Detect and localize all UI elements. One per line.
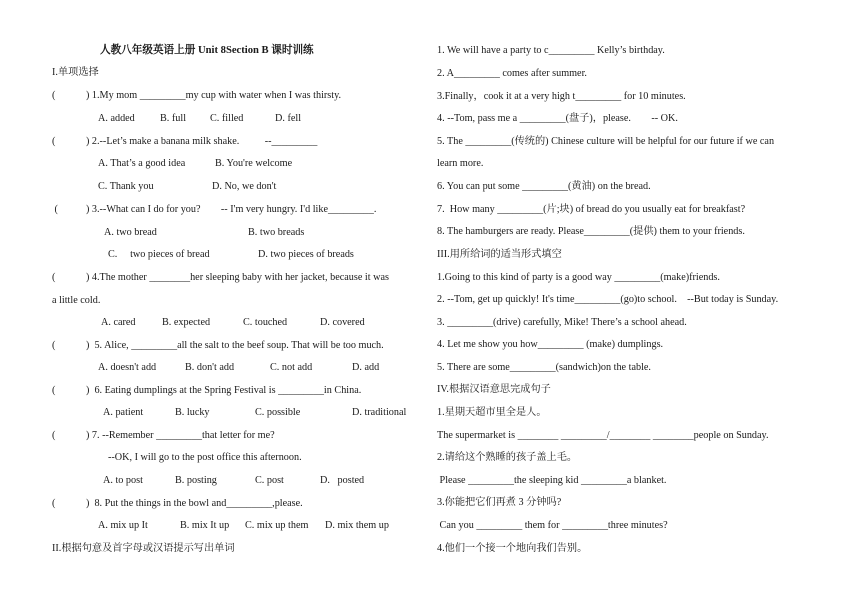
- translation-item: 4.他们一个接一个地向我们告别。: [437, 543, 588, 554]
- option: B. You're welcome: [215, 158, 293, 169]
- question-stem: ( ) 2.--Let’s make a banana milk shake. --_________: [52, 136, 318, 147]
- option: B. lucky: [175, 407, 210, 418]
- option: C. filled: [210, 113, 244, 124]
- question-stem: ( ) 4.The mother ________her sleeping baby with her jacket, because it was: [52, 272, 389, 283]
- option: C. Thank you: [98, 181, 154, 192]
- question-stem: ( ) 7. --Remember _________that letter for me?: [52, 430, 275, 441]
- option: D. traditional: [352, 407, 407, 418]
- option: A. to post: [103, 475, 143, 486]
- fill-in-item: 4. --Tom, pass me a _________(盘子)，please. -- OK.: [437, 113, 678, 124]
- fill-in-item: 6. You can put some _________(黄油) on the bread.: [437, 181, 651, 192]
- section2-heading: II.根据句意及首字母或汉语提示写出单词: [52, 543, 235, 554]
- option: D. posted: [320, 475, 365, 486]
- translation-item: 2.请给这个熟睡的孩子盖上毛。: [437, 452, 578, 463]
- question-stem: ( ) 3.--What can I do for you? -- I'm very hungry. I'd like_________.: [52, 204, 377, 215]
- section4-heading: IV.根据汉语意思完成句子: [437, 384, 551, 395]
- question-stem: ( ) 1.My mom _________my cup with water when I was thirsty.: [52, 90, 342, 101]
- fill-in-item: 5. There are some_________(sandwich)on the table.: [437, 362, 651, 373]
- question-stem: ( ) 8. Put the things in the bowl and_________,please.: [52, 498, 303, 509]
- option: D. fell: [275, 113, 302, 124]
- fill-in-item: 5. The _________(传统的) Chinese culture will be helpful for our future if we can: [437, 136, 775, 147]
- fill-in-item: 4. Let me show you how_________ (make) dumplings.: [437, 339, 664, 350]
- option: D. add: [352, 362, 380, 373]
- option: D. mix them up: [325, 520, 389, 531]
- fill-in-item: 8. The hamburgers are ready. Please_________(提供) them to your friends.: [437, 226, 745, 237]
- section1-heading: I.单项选择: [52, 67, 99, 78]
- option: D. covered: [320, 317, 365, 328]
- section3-heading: III.用所给词的适当形式填空: [437, 249, 562, 260]
- translation-item: Can you _________ them for _________three minutes?: [437, 520, 668, 531]
- question-stem-continued: a little cold.: [52, 295, 101, 306]
- option: A. That’s a good idea: [98, 158, 186, 169]
- translation-item: The supermarket is ________ _________/________ ________people on Sunday.: [437, 430, 769, 441]
- option: D. two pieces of breads: [258, 249, 354, 260]
- option: A. mix up It: [98, 520, 148, 531]
- fill-in-item: 1.Going to this kind of party is a good way _________(make)friends.: [437, 272, 720, 283]
- fill-in-item: 3.Finally，cook it at a very high t_________ for 10 minutes.: [437, 91, 686, 102]
- option: C. two pieces of bread: [108, 249, 210, 260]
- question-stem: ( ) 5. Alice, _________all the salt to the beef soup. That will be too much.: [52, 340, 384, 351]
- fill-in-item-continued: learn more.: [437, 158, 484, 169]
- option: A. doesn't add: [98, 362, 157, 373]
- fill-in-item: 1. We will have a party to c_________ Kelly’s birthday.: [437, 45, 665, 56]
- option: B. mix It up: [180, 520, 230, 531]
- option: B. expected: [162, 317, 211, 328]
- option: C. not add: [270, 362, 313, 373]
- fill-in-item: 7. How many _________(片;块) of bread do you usually eat for breakfast?: [437, 204, 746, 215]
- option: B. posting: [175, 475, 217, 486]
- question-stem: ( ) 6. Eating dumplings at the Spring Festival is _________in China.: [52, 385, 362, 396]
- option: A. cared: [101, 317, 136, 328]
- translation-item: 3.你能把它们再煮 3 分钟吗?: [437, 497, 562, 508]
- fill-in-item: 2. --Tom, get up quickly! It's time_________(go)to school. --But today is Sunday.: [437, 294, 779, 305]
- question-stem-continued: --OK, I will go to the post office this afternoon.: [108, 452, 302, 463]
- option: C. possible: [255, 407, 301, 418]
- fill-in-item: 2. A_________ comes after summer.: [437, 68, 587, 79]
- option: D. No, we don't: [212, 181, 277, 192]
- option: C. touched: [243, 317, 288, 328]
- translation-item: 1.星期天超市里全是人。: [437, 407, 547, 418]
- translation-item: Please _________the sleeping kid _________a blanket.: [437, 475, 667, 486]
- option: C. post: [255, 475, 284, 486]
- option: A. added: [98, 113, 135, 124]
- option: B. two breads: [248, 227, 305, 238]
- option: C. mix up them: [245, 520, 309, 531]
- option: B. full: [160, 113, 187, 124]
- option: A. two bread: [104, 227, 157, 238]
- option: A. patient: [103, 407, 144, 418]
- page-title: 人教八年级英语上册 Unit 8Section B 课时训练: [100, 45, 314, 56]
- fill-in-item: 3. _________(drive) carefully, Mike! There’s a school ahead.: [437, 317, 687, 328]
- option: B. don't add: [185, 362, 235, 373]
